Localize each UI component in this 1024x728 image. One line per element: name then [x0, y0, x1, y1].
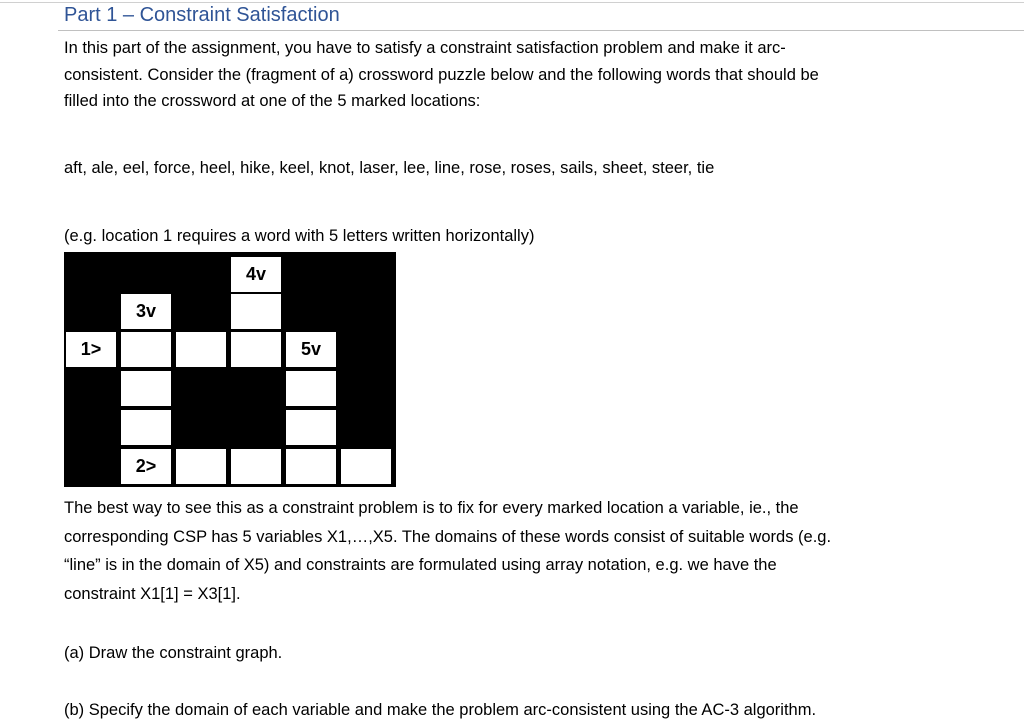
explanation-line: “line” is in the domain of X5) and constraints are formulated using array notation, e.g. we have the — [64, 556, 777, 574]
explanation-paragraph — [64, 494, 831, 608]
crossword-cell — [286, 410, 336, 445]
crossword-cell — [231, 449, 281, 484]
explanation-line: constraint X1[1] = X3[1]. — [64, 584, 241, 603]
example-note: (e.g. location 1 requires a word with 5 letters written horizontally) — [64, 227, 535, 245]
intro-paragraph — [64, 35, 819, 115]
explanation-line: corresponding CSP has 5 variables X1,…,X5. The domains of these words consist of suitable words (e.g. — [64, 527, 832, 546]
intro-line: consistent. Consider the (fragment of a) crossword puzzle below and the following words that should be — [64, 65, 819, 84]
crossword-cell — [121, 332, 171, 367]
intro-line: In this part of the assignment, you have to satisfy a constraint satisfaction problem and make it arc- — [64, 39, 786, 57]
cell-location-5: 5v — [286, 332, 336, 367]
word-list: aft, ale, eel, force, heel, hike, keel, knot, laser, lee, line, rose, roses, sails, sheet, steer, tie — [64, 159, 715, 177]
crossword-cell — [341, 449, 391, 484]
question-b: (b) Specify the domain of each variable and make the problem arc-consistent using the AC-3 algorithm. — [64, 701, 817, 719]
crossword-cell — [286, 371, 336, 406]
section-heading: Part 1 – Constraint Satisfaction — [64, 4, 340, 26]
heading-divider — [58, 30, 1024, 31]
crossword-cell — [286, 449, 336, 484]
crossword-cell — [121, 410, 171, 445]
top-border — [0, 2, 1024, 3]
explanation-line: The best way to see this as a constraint problem is to fix for every marked location a variable, ie., the — [64, 499, 799, 517]
cell-location-2: 2> — [121, 449, 171, 484]
intro-line: filled into the crossword at one of the 5 marked locations: — [64, 92, 481, 110]
crossword-cell — [176, 332, 226, 367]
crossword-cell — [231, 332, 281, 367]
crossword-cell — [231, 294, 281, 329]
cell-location-4: 4v — [231, 257, 281, 292]
cell-location-1: 1> — [66, 332, 116, 367]
crossword-cell — [121, 371, 171, 406]
question-a: (a) Draw the constraint graph. — [64, 644, 283, 662]
crossword-cell — [176, 449, 226, 484]
crossword-grid — [64, 252, 396, 487]
cell-location-3: 3v — [121, 294, 171, 329]
